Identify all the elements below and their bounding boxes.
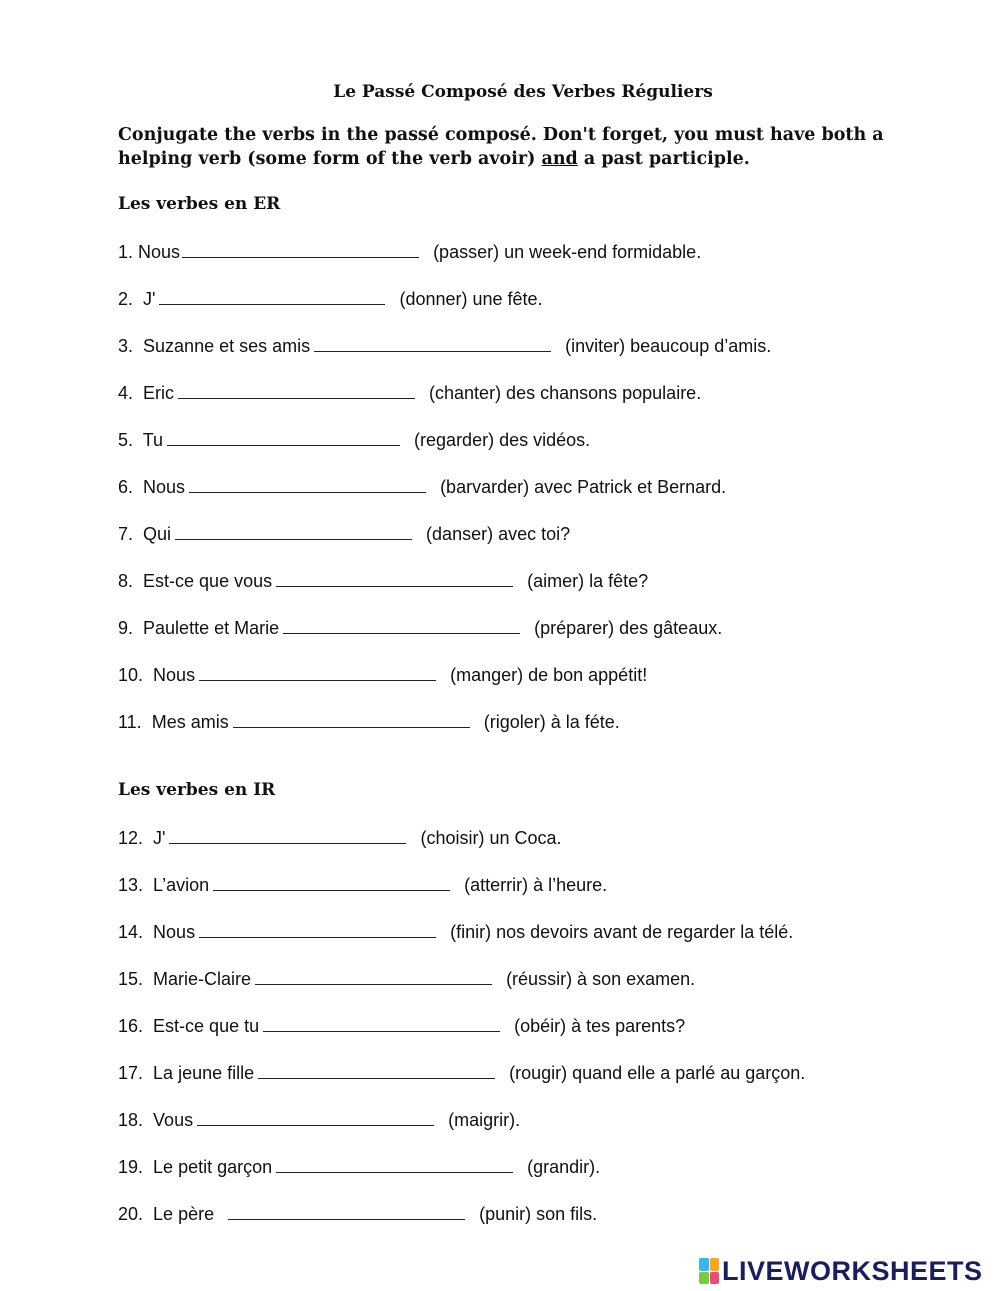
exercise-item-11 — [118, 710, 620, 733]
item-number: 11. — [118, 712, 142, 732]
item-number: 4. — [118, 383, 134, 403]
item-number: 8. — [118, 571, 134, 591]
section-heading-ir: Les verbes en IR — [118, 780, 276, 800]
item-number: 5. — [118, 430, 134, 450]
exercise-item-19 — [118, 1155, 600, 1178]
exercise-item-9 — [118, 616, 722, 639]
item-number: 17. — [118, 1063, 144, 1083]
answer-blank[interactable] — [175, 522, 412, 540]
item-subject: J' — [143, 289, 156, 309]
item-subject: Tu — [142, 430, 164, 450]
item-subject: J' — [153, 828, 166, 848]
item-number: 14. — [118, 922, 144, 942]
logo-icon — [699, 1258, 719, 1284]
answer-blank[interactable] — [199, 920, 436, 938]
answer-blank[interactable] — [233, 710, 470, 728]
exercise-item-3 — [118, 334, 771, 357]
answer-blank[interactable] — [167, 428, 400, 446]
item-verb: (obéir) à tes parents? — [514, 1016, 686, 1036]
item-subject: Le petit garçon — [153, 1157, 273, 1177]
item-verb: (donner) une fête. — [399, 289, 543, 309]
exercise-item-8 — [118, 569, 648, 592]
item-number: 6. — [118, 477, 134, 497]
item-subject: Qui — [143, 524, 172, 544]
answer-blank[interactable] — [178, 381, 415, 399]
exercise-item-13 — [118, 873, 607, 896]
item-verb: (passer) un week-end formidable. — [433, 242, 702, 262]
item-verb: (finir) nos devoirs avant de regarder la télé. — [450, 922, 794, 942]
exercise-item-14 — [118, 920, 793, 943]
exercise-item-6 — [118, 475, 726, 498]
item-verb: (choisir) un Coca. — [420, 828, 562, 848]
item-number: 12. — [118, 828, 144, 848]
logo-text: LIVEWORKSHEETS — [722, 1255, 983, 1286]
instructions-text-end: a past participle. — [577, 149, 750, 169]
instructions — [118, 123, 908, 171]
answer-blank[interactable] — [199, 663, 436, 681]
answer-blank[interactable] — [314, 334, 551, 352]
item-subject: Mes amis — [151, 712, 229, 732]
item-subject: Le père — [153, 1204, 215, 1224]
item-verb: (regarder) des vidéos. — [414, 430, 591, 450]
answer-blank[interactable] — [276, 1155, 513, 1173]
item-subject: Vous — [153, 1110, 194, 1130]
item-verb: (manger) de bon appétit! — [450, 665, 648, 685]
item-subject: Est-ce que tu — [153, 1016, 260, 1036]
answer-blank[interactable] — [258, 1061, 495, 1079]
item-subject: Est-ce que vous — [143, 571, 273, 591]
item-number: 20. — [118, 1204, 144, 1224]
answer-blank[interactable] — [263, 1014, 500, 1032]
exercise-item-18 — [118, 1108, 520, 1131]
exercise-item-2 — [118, 287, 543, 310]
item-subject: Nous — [153, 665, 196, 685]
page-title: Le Passé Composé des Verbes Réguliers — [333, 82, 713, 102]
item-number: 13. — [118, 875, 144, 895]
item-verb: (maigrir). — [448, 1110, 521, 1130]
answer-blank[interactable] — [169, 826, 406, 844]
item-verb: (rigoler) à la féte. — [483, 712, 620, 732]
item-subject: Nous — [138, 242, 181, 262]
exercise-item-12 — [118, 826, 562, 849]
item-subject: Marie-Claire — [153, 969, 252, 989]
liveworksheets-logo — [699, 1256, 983, 1286]
answer-blank[interactable] — [255, 967, 492, 985]
item-number: 10. — [118, 665, 144, 685]
exercise-item-7 — [118, 522, 570, 545]
item-number: 19. — [118, 1157, 144, 1177]
exercise-item-20 — [118, 1202, 597, 1225]
item-subject: L’avion — [153, 875, 210, 895]
answer-blank[interactable] — [189, 475, 426, 493]
item-verb: (punir) son fils. — [479, 1204, 598, 1224]
exercise-item-4 — [118, 381, 701, 404]
answer-blank[interactable] — [213, 873, 450, 891]
item-subject: La jeune fille — [153, 1063, 255, 1083]
item-verb: (aimer) la fête? — [527, 571, 649, 591]
item-subject: Suzanne et ses amis — [143, 336, 311, 356]
item-number: 15. — [118, 969, 144, 989]
exercise-item-10 — [118, 663, 647, 686]
answer-blank[interactable] — [182, 240, 419, 258]
item-number: 2. — [118, 289, 134, 309]
item-verb: (préparer) des gâteaux. — [534, 618, 723, 638]
exercise-item-16 — [118, 1014, 685, 1037]
exercise-item-5 — [118, 428, 590, 451]
item-number: 18. — [118, 1110, 144, 1130]
answer-blank[interactable] — [159, 287, 385, 305]
item-verb: (atterrir) à l’heure. — [464, 875, 608, 895]
item-verb: (barvarder) avec Patrick et Bernard. — [440, 477, 727, 497]
instructions-underlined: and — [541, 149, 578, 169]
item-number: 9. — [118, 618, 134, 638]
answer-blank[interactable] — [197, 1108, 434, 1126]
answer-blank[interactable] — [276, 569, 513, 587]
item-number: 3. — [118, 336, 134, 356]
item-subject: Eric — [143, 383, 175, 403]
exercise-item-15 — [118, 967, 695, 990]
item-verb: (réussir) à son examen. — [506, 969, 696, 989]
item-verb: (inviter) beaucoup d’amis. — [565, 336, 772, 356]
item-subject: Nous — [153, 922, 196, 942]
exercise-item-1 — [118, 240, 701, 263]
instructions-text: Conjugate the verbs in the passé composé. Don't forget, you must have both a helping verb (some form of the verb avoir) — [118, 125, 884, 169]
item-number: 1. — [118, 242, 134, 262]
answer-blank[interactable] — [283, 616, 520, 634]
exercise-item-17 — [118, 1061, 805, 1084]
item-number: 16. — [118, 1016, 144, 1036]
item-number: 7. — [118, 524, 134, 544]
item-verb: (danser) avec toi? — [426, 524, 571, 544]
item-verb: (rougir) quand elle a parlé au garçon. — [509, 1063, 806, 1083]
section-heading-er: Les verbes en ER — [118, 194, 281, 214]
answer-blank[interactable] — [228, 1202, 465, 1220]
item-verb: (chanter) des chansons populaire. — [429, 383, 702, 403]
item-verb: (grandir). — [527, 1157, 601, 1177]
item-subject: Nous — [143, 477, 186, 497]
item-subject: Paulette et Marie — [143, 618, 280, 638]
